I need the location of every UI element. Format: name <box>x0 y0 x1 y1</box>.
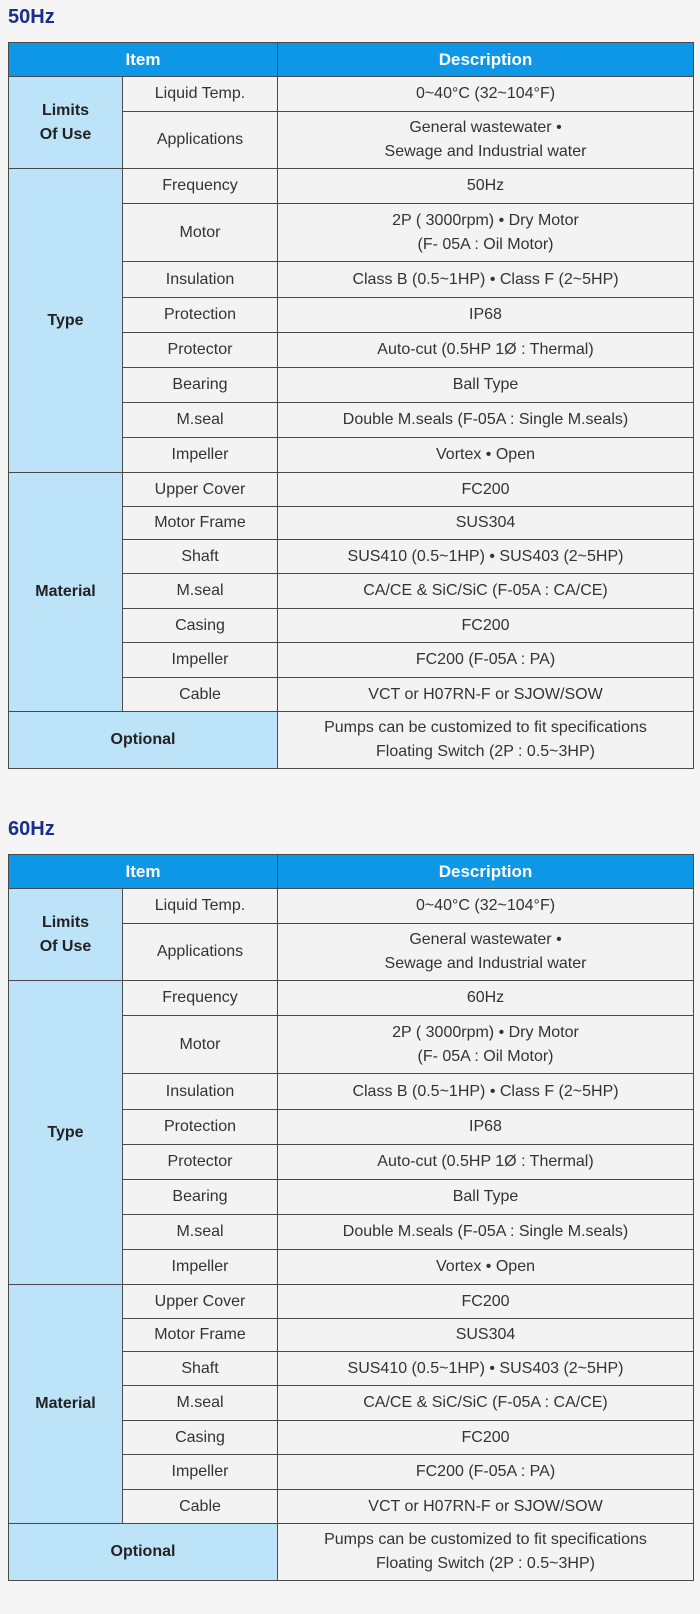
description-cell <box>278 1319 694 1352</box>
item-cell: Shaft <box>123 540 278 574</box>
group-label-cell <box>9 473 123 712</box>
description-line: Vortex • Open <box>436 446 535 463</box>
description-cell <box>278 1490 694 1524</box>
group-label: Material <box>35 583 96 600</box>
optional-label: Optional <box>9 712 278 769</box>
item-cell: Cable <box>123 1490 278 1524</box>
group-label: Type <box>47 1123 84 1141</box>
description-cell <box>278 1250 694 1285</box>
description-line: Class B (0.5~1HP) • Class F (2~5HP) <box>352 1082 619 1100</box>
description-line: Floating Switch (2P : 0.5~3HP) <box>376 743 595 760</box>
description-cell <box>278 262 694 298</box>
description-cell <box>278 678 694 712</box>
item-cell: Impeller <box>123 1455 278 1490</box>
item-cell: Motor Frame <box>123 1319 278 1352</box>
description-cell <box>278 1016 694 1074</box>
description-line: Pumps can be customized to fit specifications <box>324 1531 647 1548</box>
item-cell: M.seal <box>123 1215 278 1250</box>
table-row <box>9 169 694 204</box>
description-line: Ball Type <box>452 376 519 393</box>
description-cell <box>278 1215 694 1250</box>
description-cell <box>278 507 694 540</box>
description-cell <box>278 1074 694 1110</box>
table-row <box>9 77 694 112</box>
description-cell <box>278 574 694 609</box>
item-cell: M.seal <box>123 574 278 609</box>
description-line: Floating Switch (2P : 0.5~3HP) <box>376 1555 595 1572</box>
description-line: Ball Type <box>452 1188 519 1205</box>
spec-table-50hz <box>8 42 694 769</box>
description-cell <box>278 1455 694 1490</box>
group-label: Type <box>47 311 84 329</box>
item-cell: Motor <box>123 1016 278 1074</box>
item-cell: Protector <box>123 1145 278 1180</box>
section-title-50hz: 50Hz <box>8 6 55 28</box>
description-cell <box>278 889 694 924</box>
description-cell <box>278 169 694 204</box>
description-cell <box>278 438 694 473</box>
group-label-cell <box>9 169 123 473</box>
description-cell <box>278 540 694 574</box>
description-cell <box>278 1110 694 1145</box>
description-line: Auto-cut (0.5HP 1Ø : Thermal) <box>377 341 594 358</box>
description-cell <box>278 643 694 678</box>
group-label: Limits <box>41 913 90 931</box>
description-line: Pumps can be customized to fit specifications <box>324 719 647 736</box>
item-cell: Cable <box>123 678 278 712</box>
description-line: Class B (0.5~1HP) • Class F (2~5HP) <box>352 270 619 288</box>
description-cell <box>278 609 694 643</box>
description-line: General wastewater • <box>409 931 562 948</box>
description-cell <box>278 981 694 1016</box>
table-header-row <box>9 855 694 889</box>
item-cell: Impeller <box>123 1250 278 1285</box>
optional-label: Optional <box>9 1524 278 1581</box>
description-line: SUS304 <box>455 514 516 531</box>
description-line: FC200 <box>461 1428 510 1446</box>
item-cell: Motor <box>123 204 278 262</box>
description-line: 2P ( 3000rpm) • Dry Motor <box>392 211 579 229</box>
item-cell: Protection <box>123 1110 278 1145</box>
optional-row <box>9 1524 694 1581</box>
description-line: SUS410 (0.5~1HP) • SUS403 (2~5HP) <box>347 547 624 565</box>
item-cell: Casing <box>123 609 278 643</box>
description-line: 2P ( 3000rpm) • Dry Motor <box>392 1023 579 1041</box>
description-cell <box>278 1524 694 1581</box>
group-label: Of Use <box>39 937 92 955</box>
item-cell: Protection <box>123 298 278 333</box>
description-line: 60Hz <box>466 989 505 1006</box>
table-header-row <box>9 43 694 77</box>
description-line: SUS304 <box>455 1326 516 1343</box>
item-cell: Impeller <box>123 438 278 473</box>
item-cell: Bearing <box>123 368 278 403</box>
description-line: FC200 <box>461 480 510 498</box>
item-cell: Shaft <box>123 1352 278 1386</box>
description-cell <box>278 1421 694 1455</box>
description-line: FC200 (F-05A : PA) <box>415 1463 556 1480</box>
item-cell: Liquid Temp. <box>123 889 278 924</box>
description-line: Double M.seals (F-05A : Single M.seals) <box>342 411 629 428</box>
description-cell <box>278 368 694 403</box>
description-cell <box>278 77 694 112</box>
section-title-60hz: 60Hz <box>8 818 55 840</box>
item-cell: Frequency <box>123 981 278 1016</box>
description-cell <box>278 924 694 981</box>
group-label-cell <box>9 981 123 1285</box>
description-cell <box>278 1352 694 1386</box>
description-cell <box>278 1145 694 1180</box>
optional-row <box>9 712 694 769</box>
description-line: CA/CE & SiC/SiC (F-05A : CA/CE) <box>363 582 608 599</box>
description-line: FC200 (F-05A : PA) <box>415 651 556 668</box>
description-line: 0~40°C (32~104°F) <box>415 85 556 102</box>
description-line: IP68 <box>469 306 502 323</box>
description-cell <box>278 403 694 438</box>
item-cell: Motor Frame <box>123 507 278 540</box>
item-cell: Upper Cover <box>123 1285 278 1319</box>
description-line: 0~40°C (32~104°F) <box>415 897 556 914</box>
description-line: (F- 05A : Oil Motor) <box>417 1047 554 1065</box>
group-label-cell <box>9 77 123 169</box>
spec-table-60hz <box>8 854 694 1581</box>
description-line: FC200 <box>461 1292 510 1310</box>
item-cell: Bearing <box>123 1180 278 1215</box>
description-line: Vortex • Open <box>436 1258 535 1275</box>
group-label: Of Use <box>39 125 92 143</box>
item-cell: Liquid Temp. <box>123 77 278 112</box>
description-line: (F- 05A : Oil Motor) <box>417 235 554 253</box>
description-cell <box>278 1386 694 1421</box>
description-line: IP68 <box>469 1118 502 1135</box>
item-cell: Protector <box>123 333 278 368</box>
table-row <box>9 889 694 924</box>
description-cell <box>278 333 694 368</box>
header-description: Description <box>278 855 694 889</box>
description-line: General wastewater • <box>409 119 562 136</box>
description-line: VCT or H07RN-F or SJOW/SOW <box>368 1497 603 1515</box>
description-cell <box>278 298 694 333</box>
item-cell: Casing <box>123 1421 278 1455</box>
description-line: FC200 <box>461 616 510 634</box>
description-cell <box>278 473 694 507</box>
header-item: Item <box>9 43 278 77</box>
group-label-cell <box>9 1285 123 1524</box>
description-line: Auto-cut (0.5HP 1Ø : Thermal) <box>377 1153 594 1170</box>
item-cell: M.seal <box>123 403 278 438</box>
table-row <box>9 981 694 1016</box>
description-cell <box>278 1180 694 1215</box>
description-line: Sewage and Industrial water <box>384 143 587 160</box>
description-cell <box>278 204 694 262</box>
header-description: Description <box>278 43 694 77</box>
table-row <box>9 473 694 507</box>
description-line: Double M.seals (F-05A : Single M.seals) <box>342 1223 629 1240</box>
header-item: Item <box>9 855 278 889</box>
description-line: CA/CE & SiC/SiC (F-05A : CA/CE) <box>363 1394 608 1411</box>
item-cell: Applications <box>123 112 278 169</box>
description-cell <box>278 712 694 769</box>
description-line: SUS410 (0.5~1HP) • SUS403 (2~5HP) <box>347 1359 624 1377</box>
item-cell: Impeller <box>123 643 278 678</box>
group-label: Limits <box>41 101 90 119</box>
description-line: 50Hz <box>466 177 505 194</box>
item-cell: M.seal <box>123 1386 278 1421</box>
description-cell <box>278 112 694 169</box>
description-cell <box>278 1285 694 1319</box>
description-line: Sewage and Industrial water <box>384 955 587 972</box>
item-cell: Insulation <box>123 1074 278 1110</box>
item-cell: Applications <box>123 924 278 981</box>
item-cell: Upper Cover <box>123 473 278 507</box>
table-row <box>9 1285 694 1319</box>
group-label: Material <box>35 1395 96 1412</box>
group-label-cell <box>9 889 123 981</box>
item-cell: Insulation <box>123 262 278 298</box>
item-cell: Frequency <box>123 169 278 204</box>
description-line: VCT or H07RN-F or SJOW/SOW <box>368 685 603 703</box>
